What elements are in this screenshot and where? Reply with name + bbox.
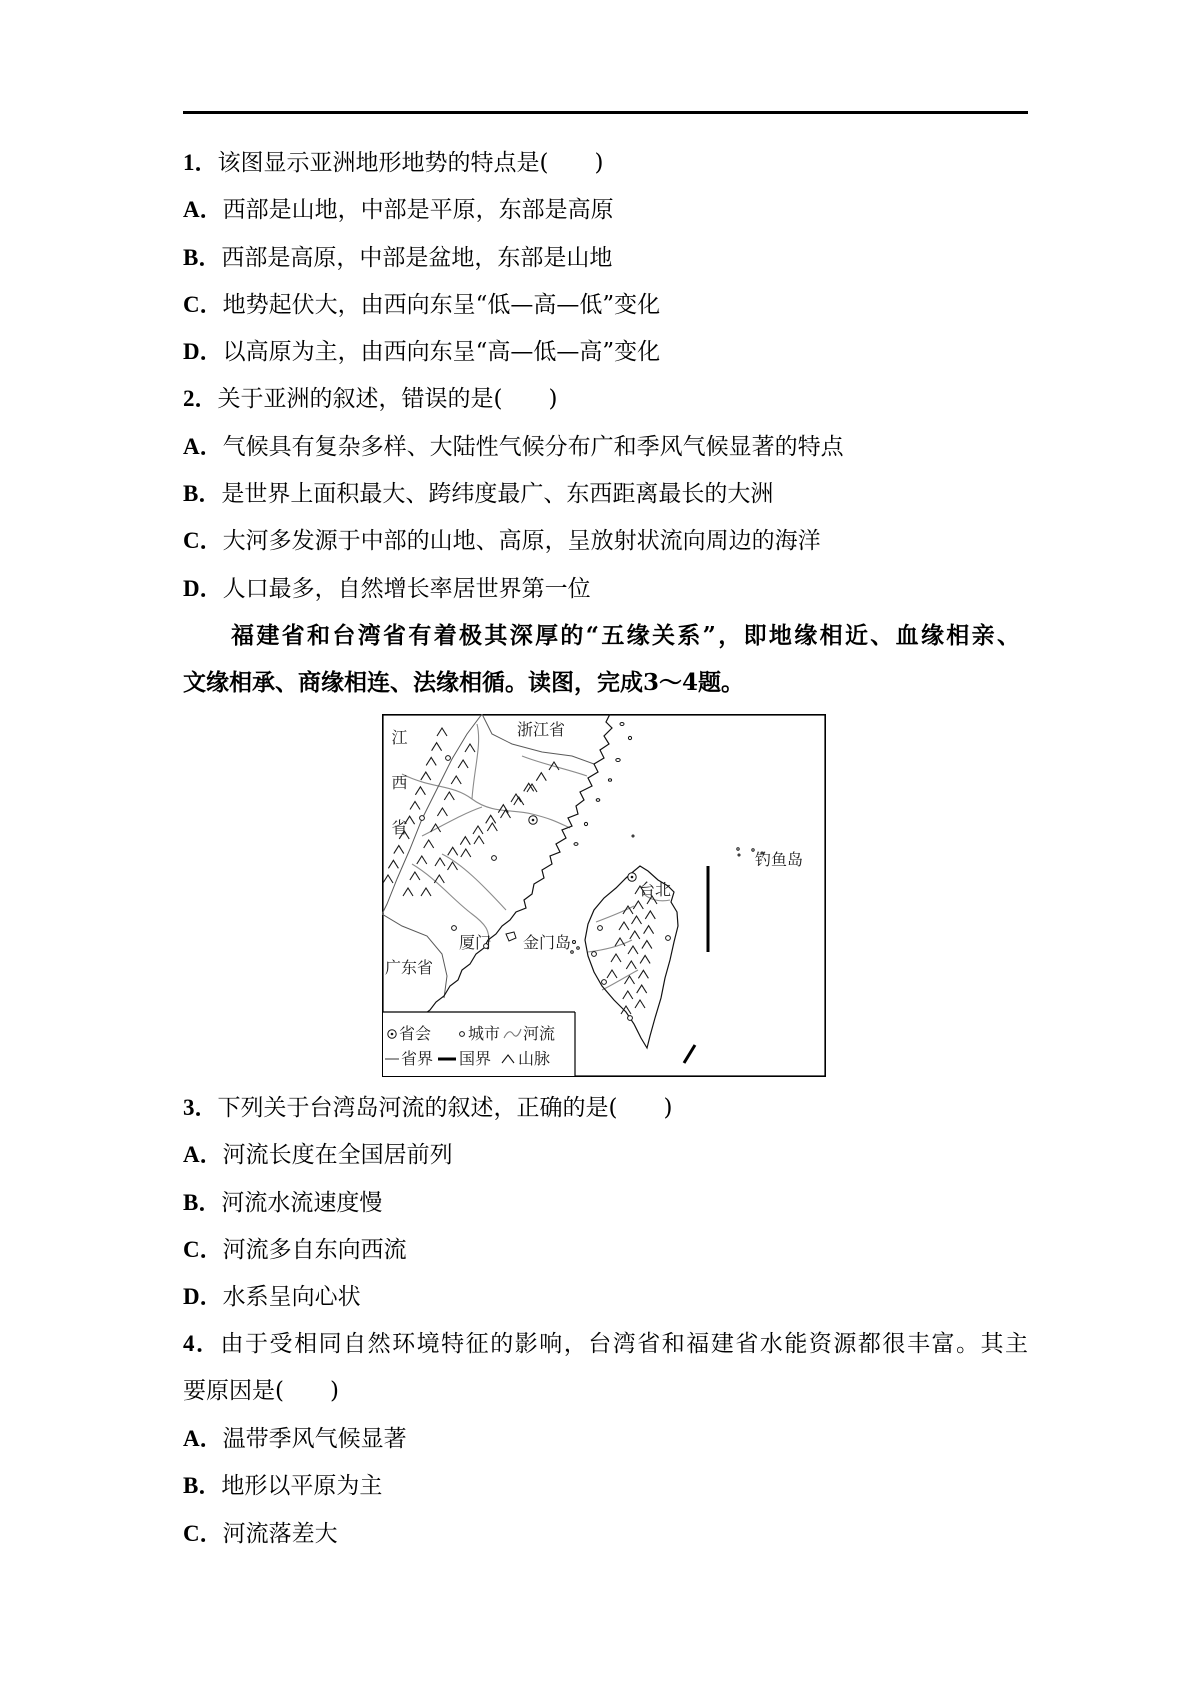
island: [608, 779, 611, 782]
passage-line: 文缘相承、商缘相连、法缘相循。读图，完成3～4题。: [183, 669, 745, 697]
question-1-option-b: [183, 234, 1028, 281]
header-rule: [183, 111, 1028, 114]
option-text: 河流长度在全国居前列: [222, 1142, 453, 1169]
city-marker: [666, 936, 671, 941]
option-label: B．: [183, 244, 222, 270]
questions-3-4: [183, 1084, 1028, 1557]
question-4-stem-continued: [183, 1368, 1028, 1415]
diaoyu-island: [752, 849, 754, 851]
passage-line: 福建省和台湾省有着极其深厚的“五缘关系”，即地缘相近、血缘相亲、: [231, 621, 1020, 649]
penghu-island: [571, 951, 574, 954]
option-label: A．: [183, 1142, 223, 1168]
capital-dot: [631, 876, 634, 879]
city-marker: [420, 816, 425, 821]
zhejiang-label: 浙江省: [517, 720, 566, 739]
option-text: 人口最多，自然增长率居世界第一位: [222, 575, 591, 602]
provincial-capital-icon-dot: [391, 1033, 394, 1036]
option-text: 温带季风气候显著: [222, 1426, 407, 1453]
questions-1-2: [183, 139, 1028, 707]
option-text: 河流落差大: [222, 1520, 338, 1547]
city-marker: [492, 856, 497, 861]
option-text: 以高原为主，由西向东呈“高—低—高”变化: [222, 339, 661, 366]
jiangxi-label: 江西省: [389, 729, 408, 864]
option-text: 地势起伏大，由西向东呈“低—高—低”变化: [222, 291, 661, 318]
legend-label-mountain: 山脉: [518, 1049, 551, 1068]
island: [574, 843, 578, 846]
jinmen-label: 金门岛: [523, 933, 572, 952]
option-text: 西部是山地，中部是平原，东部是高原: [222, 197, 614, 224]
question-stem: 该图显示亚洲地形地势的特点是( ): [217, 150, 604, 176]
question-stem: 关于亚洲的叙述，错误的是( ): [217, 386, 558, 413]
city-marker: [602, 980, 607, 985]
option-label: A．: [183, 197, 223, 223]
island: [632, 835, 634, 837]
option-label: D．: [183, 1284, 223, 1310]
city-marker: [592, 952, 597, 957]
question-1-option-d: [183, 328, 1028, 375]
question-number: 2．: [183, 386, 218, 412]
question-2-option-d: [183, 565, 1028, 612]
guangdong-label: 广东省: [385, 958, 434, 977]
question-2-stem: [183, 375, 1028, 422]
option-label: C．: [183, 528, 223, 554]
island: [584, 822, 587, 825]
option-label: B．: [183, 1189, 222, 1215]
penghu-island: [577, 947, 580, 950]
question-2-option-c: [183, 517, 1028, 564]
question-1-option-c: [183, 281, 1028, 328]
option-label: C．: [183, 1236, 223, 1262]
city-marker: [598, 926, 603, 931]
xiamen-label: 厦门: [459, 933, 492, 952]
option-text: 河流水流速度慢: [221, 1189, 383, 1216]
island: [596, 799, 600, 802]
diaoyu-label: 钓鱼岛: [755, 850, 804, 869]
city-icon: [460, 1032, 465, 1037]
island: [628, 736, 631, 739]
legend-label-capital: 省会: [399, 1024, 432, 1043]
option-label: A．: [183, 433, 223, 459]
question-4-option-c: [183, 1510, 1028, 1557]
question-number: 3．: [183, 1095, 218, 1120]
option-label: C．: [183, 1520, 223, 1546]
diaoyu-island: [738, 854, 740, 856]
option-text: 大河多发源于中部的山地、高原，呈放射状流向周边的海洋: [222, 528, 821, 555]
question-number: 1．: [183, 150, 218, 175]
question-1-option-a: [183, 186, 1028, 233]
island: [616, 759, 620, 762]
question-3-stem: [183, 1084, 1028, 1131]
taipei-label: 台北: [639, 880, 672, 899]
question-4-stem: [183, 1320, 1028, 1367]
question-2-option-b: [183, 470, 1028, 517]
question-3-option-d: [183, 1273, 1028, 1320]
option-text: 水系呈向心状: [222, 1284, 361, 1311]
question-2-option-a: [183, 423, 1028, 470]
question-stem: 要原因是( ): [183, 1377, 339, 1404]
map-canvas: [382, 714, 826, 1077]
fujian-taiwan-map: [382, 714, 826, 1077]
option-label: A．: [183, 1426, 223, 1452]
question-3-option-a: [183, 1131, 1028, 1178]
question-3-option-b: [183, 1179, 1028, 1226]
option-label: C．: [183, 291, 223, 317]
city-marker: [452, 926, 457, 931]
option-label: B．: [183, 481, 222, 507]
question-number: 4．: [183, 1331, 221, 1357]
legend-label-national-boundary: 国界: [459, 1049, 492, 1068]
capital-dot: [532, 819, 535, 822]
option-text: 地形以平原为主: [221, 1473, 383, 1500]
option-label: B．: [183, 1473, 222, 1499]
option-text: 气候具有复杂多样、大陆性气候分布广和季风气候显著的特点: [222, 433, 844, 460]
question-3-option-c: [183, 1226, 1028, 1273]
city-marker: [446, 756, 451, 761]
penghu-island: [573, 941, 576, 944]
question-4-option-a: [183, 1415, 1028, 1462]
option-text: 西部是高原，中部是盆地，东部是山地: [221, 244, 613, 271]
city-marker: [628, 1016, 633, 1021]
option-label: D．: [183, 339, 223, 365]
option-label: D．: [183, 575, 223, 601]
option-text: 是世界上面积最大、跨纬度最广、东西距离最长的大洲: [221, 481, 774, 508]
question-1-stem: [183, 139, 1028, 186]
diaoyu-island: [737, 848, 739, 850]
question-stem: 下列关于台湾岛河流的叙述，正确的是( ): [217, 1095, 673, 1121]
question-stem: 由于受相同自然环境特征的影响，台湾省和福建省水能资源都很丰富。其主: [220, 1331, 1028, 1358]
question-4-option-b: [183, 1462, 1028, 1509]
legend-label-city: 城市: [468, 1024, 501, 1043]
island: [620, 723, 624, 726]
legend-label-river: 河流: [523, 1024, 556, 1043]
legend-label-province-boundary: 省界: [401, 1049, 434, 1068]
option-text: 河流多自东向西流: [222, 1236, 407, 1263]
